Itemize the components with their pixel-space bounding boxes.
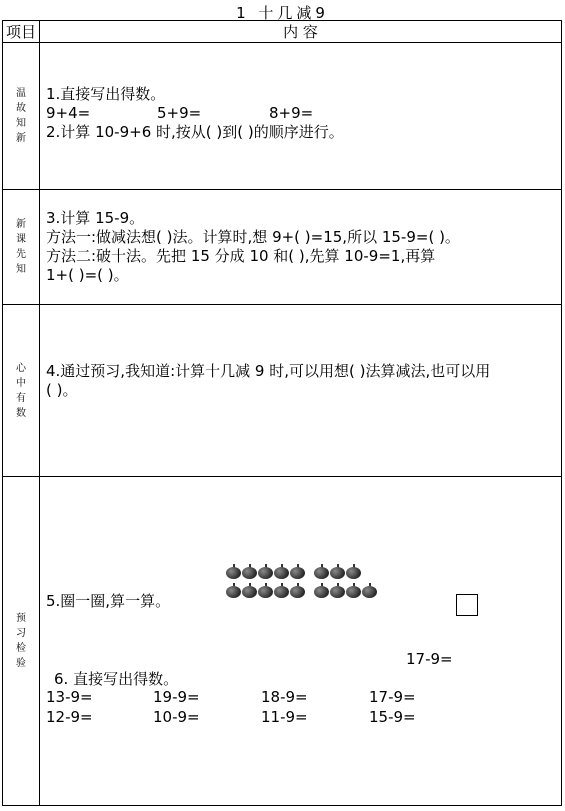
- apple-row-top: [226, 564, 362, 579]
- q6-item: 12-9=: [46, 708, 93, 726]
- section-label-summary: 心中有数: [16, 362, 26, 419]
- answer-box[interactable]: [456, 594, 478, 616]
- apple-icon: [346, 564, 361, 579]
- section-preview-content: [40, 190, 562, 305]
- apple-icon: [290, 583, 305, 598]
- q4-line-1: 4.通过预习,我知道:计算十几减 9 时,可以用想( )法算减法,也可以用: [46, 362, 491, 380]
- apple-icon: [258, 583, 273, 598]
- apple-row-bottom: [226, 583, 378, 598]
- section-summary: [3, 305, 562, 477]
- worksheet-table: [2, 20, 562, 806]
- q6-item: 17-9=: [369, 688, 416, 706]
- q6-item: 10-9=: [153, 708, 200, 726]
- apple-icon: [314, 583, 329, 598]
- q3-text: 3.计算 15-9。: [46, 209, 145, 227]
- apple-icon: [330, 583, 345, 598]
- q1-item-3: 8+9=: [269, 104, 314, 122]
- header-item: 项目: [3, 21, 40, 43]
- section-preview: [3, 190, 562, 305]
- section-check-content: [40, 477, 562, 806]
- q6-item: 11-9=: [261, 708, 308, 726]
- section-label-check: 预习检验: [16, 613, 26, 669]
- apple-icon: [362, 583, 377, 598]
- worksheet-title: 1 十几减9: [236, 4, 329, 22]
- q3-method-2: 方法二:破十法。先把 15 分成 10 和( ),先算 10-9=1,再算: [46, 247, 436, 265]
- section-label-review: 温故知新: [16, 88, 26, 144]
- q6-text: 6. 直接写出得数。: [54, 670, 179, 688]
- apple-icon: [290, 564, 305, 579]
- apple-icon: [226, 564, 241, 579]
- section-summary-content: [40, 305, 562, 477]
- apple-icon: [274, 583, 289, 598]
- apple-icon: [258, 564, 273, 579]
- apple-icon: [314, 564, 329, 579]
- q1-item-1: 9+4=: [46, 104, 91, 122]
- q1-text: 1.直接写出得数。: [46, 85, 166, 103]
- q3-method-1: 方法一:做减法想( )法。计算时,想 9+( )=15,所以 15-9=( )。: [46, 228, 460, 246]
- section-review: [3, 43, 562, 190]
- q5-equation: 17-9=: [406, 650, 453, 668]
- header-content: 内 容: [40, 21, 562, 43]
- apple-icon: [242, 564, 257, 579]
- q6-item: 15-9=: [369, 708, 416, 726]
- q3-method-2-cont: 1+( )=( )。: [46, 266, 129, 284]
- apple-icon: [346, 583, 361, 598]
- apple-icon: [274, 564, 289, 579]
- apple-icon: [226, 583, 241, 598]
- section-review-content: [40, 43, 562, 190]
- q4-line-2: ( )。: [46, 381, 78, 399]
- section-check: [3, 477, 562, 806]
- q6-item: 18-9=: [261, 688, 308, 706]
- q6-item: 19-9=: [153, 688, 200, 706]
- q6-item: 13-9=: [46, 688, 93, 706]
- apple-icon: [242, 583, 257, 598]
- q5-text: 5.圈一圈,算一算。: [46, 592, 171, 610]
- section-label-preview: 新课先知: [16, 219, 26, 275]
- apple-icon: [330, 564, 345, 579]
- q2-text: 2.计算 10-9+6 时,按从( )到( )的顺序进行。: [46, 123, 344, 141]
- q1-item-2: 5+9=: [157, 104, 202, 122]
- header-row: [3, 21, 562, 43]
